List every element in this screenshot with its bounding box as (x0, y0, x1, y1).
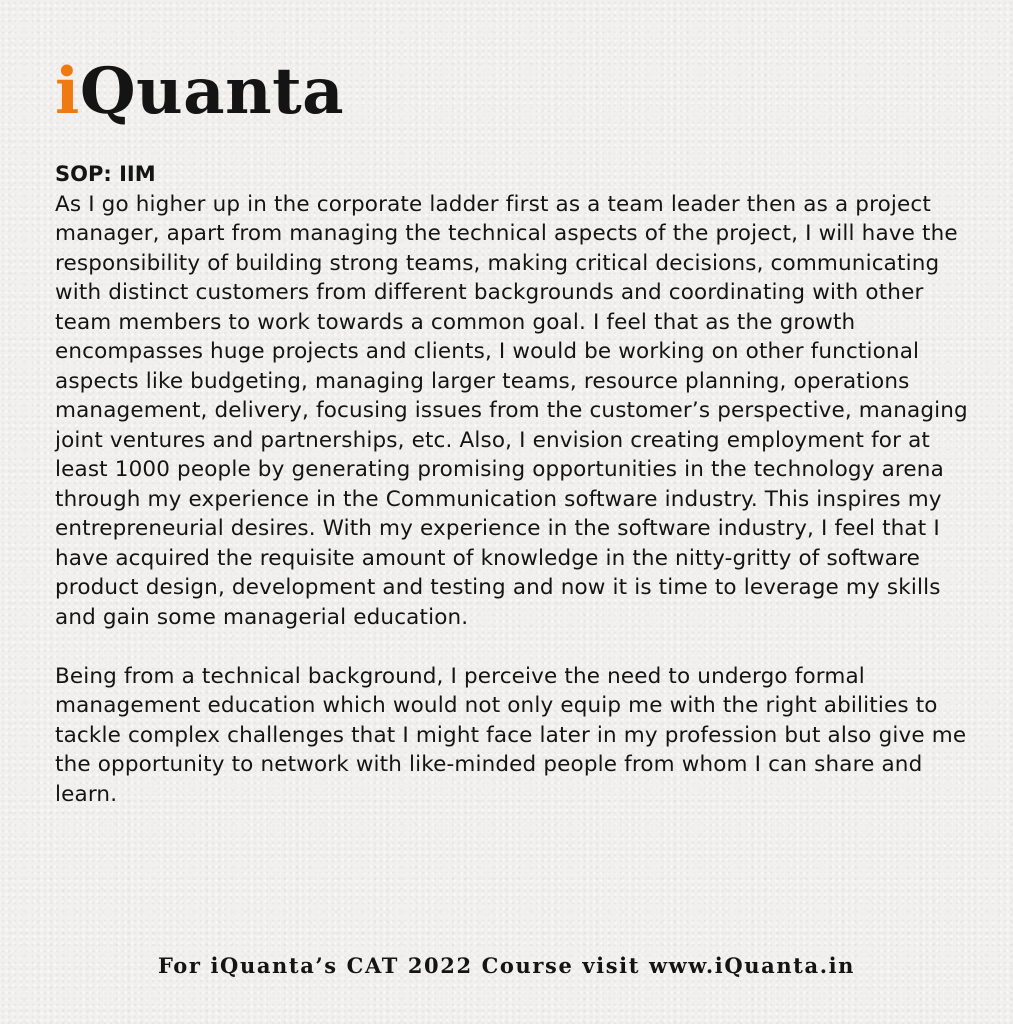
iquanta-logo (55, 52, 344, 132)
sop-content (55, 160, 975, 809)
sop-paragraph-2: Being from a technical background, I perceive the need to undergo formal management education which would not only equip me with the right abilities to tackle complex challenges that I might face later in my profession but also give me the opportunity to network with like-minded people from whom I can share and learn. (55, 663, 967, 807)
logo-letter-i: i (55, 54, 80, 129)
footer-course-link: For iQuanta’s CAT 2022 Course visit www.iQuanta.in (157, 953, 856, 978)
sop-heading: SOP: IIM (55, 162, 156, 186)
logo-wordmark: Quanta (79, 54, 345, 129)
sop-paragraph-1: As I go higher up in the corporate ladder first as a team leader then as a project manager, apart from managing the technical aspects of the project, I will have the responsibility of building strong teams, making critical decisions, communicating with distinct customers from different backgrounds and coordinating with other team members to work towards a common goal. I feel that as the growth encompasses huge projects and clients, I would be working on other functional aspects like budgeting, managing larger teams, resource planning, operations management, delivery, focusing issues from the customer’s perspective, managing joint ventures and partnerships, etc. Also, I envision creating employment for at least 1000 people by generating promising opportunities in the technology arena through my experience in the Communication software industry. This inspires my entrepreneurial desires. With my experience in the software industry, I feel that I have acquired the requisite amount of knowledge in the nitty-gritty of software product design, development and testing and now it is time to leverage my skills and gain some managerial education. (55, 191, 968, 630)
